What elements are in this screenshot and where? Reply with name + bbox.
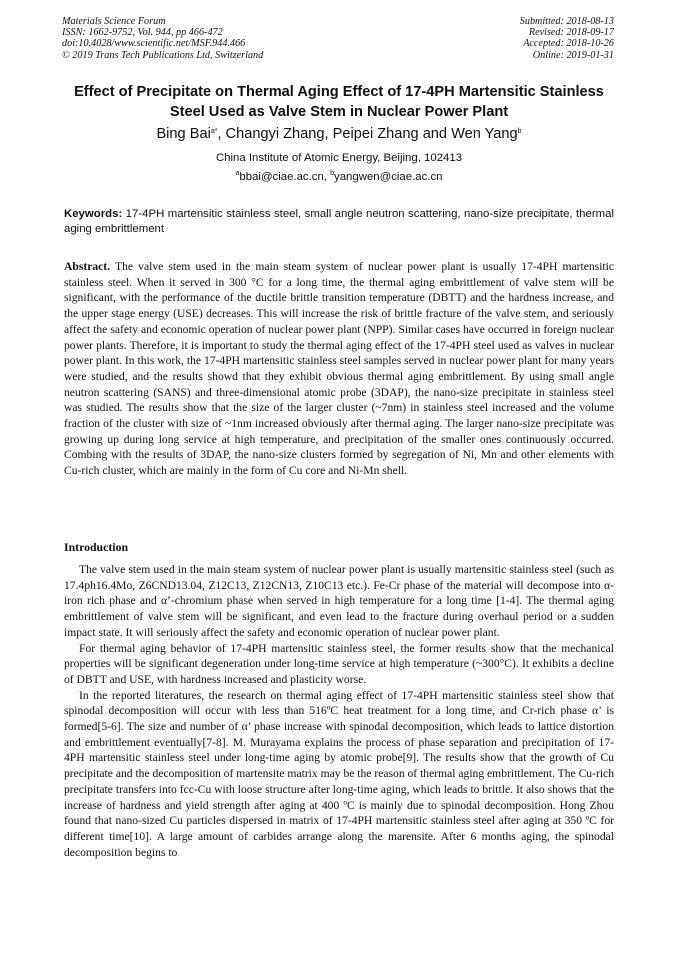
- publication-dates: [520, 16, 614, 61]
- abstract-text: The valve stem used in the main steam system of nuclear power plant is usually 17-4PH martensitic stainless steel. When it served in 300 °C for a long time, the thermal aging embrittlement of valve stem will be significant, with the performance of the ductile brittle transition temperature (DBTT) and the hardness increase, and the upper stage energy (USE) decreases. This will increase the risk of brittle fracture of the valve stem, and seriously affect the safety and economic operation of nuclear power plant (NPP). Similar cases have occurred in foreign nuclear power plants. Therefore, it is important to study the thermal aging effect of the 17-4PH steel used as valves in nuclear power plant. In this work, the 17-4PH martensitic stainless steel samples served in nuclear power plant for many years were studied, and the results showd that they exhibit obvious thermal aging embrittlement. By using small angle neutron scattering (SANS) and three-dimensional atomic probe (3DAP), the nano-size precipitate in stainless steel was studied. The results show that the size of the larger cluster (~7nm) in stainless steel increased and the volume fraction of the cluster with size of ~1nm increased obviously after thermal aging. The larger nano-size precipitate was growing up during long service at high temperature, and precipitation of the smaller ones continuously occurred. Combing with the results of 3DAP, the nano-size clusters formed by segregation of Ni, Mn and other elements with Cu-rich cluster, which are mainly in the form of Cu core and Ni-Mn shell.: [64, 260, 614, 478]
- email-a-mark: a: [235, 170, 240, 177]
- keywords-text: 17-4PH martensitic stainless steel, small angle neutron scattering, nano-size precipitate, thermal aging embrittlement: [64, 208, 614, 235]
- email-a: bbai@ciae.ac.cn,: [239, 171, 331, 183]
- journal-issn: ISSN: 1662-9752, Vol. 944, pp 466-472: [62, 27, 223, 39]
- introduction-body: [64, 562, 614, 860]
- date-revised: Revised: 2018-09-17: [528, 27, 614, 39]
- author-first: Bing Bai: [156, 126, 211, 142]
- intro-paragraph: For thermal aging behavior of 17-4PH martensitic stainless steel, the former results show that the mechanical properties will be significant degeneration under long-time service at high temperature (~300°C). It exhibits a decline of DBTT and USE, with hardness increased and plasticity worse.: [64, 641, 614, 686]
- affiliation: China Institute of Atomic Energy, Beijing, 102413: [215, 152, 463, 164]
- author-emails: [60, 170, 618, 184]
- section-heading-introduction: Introduction: [64, 540, 129, 554]
- journal-copyright: © 2019 Trans Tech Publications Ltd, Switzerland: [62, 49, 264, 61]
- date-accepted: Accepted: 2018-10-26: [523, 38, 614, 50]
- abstract-label: Abstract.: [64, 260, 111, 273]
- date-online: Online: 2019-01-31: [532, 49, 614, 61]
- journal-info: [62, 16, 263, 61]
- author-others: , Changyi Zhang, Peipei Zhang and Wen Yang: [217, 126, 518, 142]
- keywords: [64, 207, 614, 236]
- journal-doi: doi:10.4028/www.scientific.net/MSF.944.466: [62, 38, 246, 50]
- intro-paragraph: The valve stem used in the main steam system of nuclear power plant is usually martensitic stainless steel (such as 17.4ph16.4Mo, Z6CND13.04, Z12C13, Z12CN13, Z10C13 etc.). Fe-Cr phase of the material will decompose into α-iron rich phase and α’-chromium phase when served in high temperature for a long time [1-4]. The thermal aging embrittlement of valve stem will be significant, and even lead to the fracture during overhaul period or a sudden impact state. It will seriously affect the safety and economic operation of nuclear power plant.: [64, 563, 614, 639]
- intro-paragraph: In the reported literatures, the research on thermal aging effect of 17-4PH martensitic stainless steel show that spinodal decomposition will occur with less than 516ºC heat treatment for a long time, and Cr-rich phase α’ is formed[5-6]. The size and number of α’ phase increase with spinodal decomposition, which leads to lattice distortion and embrittlement eventually[7-8]. M. Murayama explains the process of phase separation and precipitation of 17-4PH martensitic stainless steel under long-time aging by atomic probe[9]. The results show that the growth of Cu precipitate and the decomposition of martensite matrix may be the reason of thermal aging embrittlement. The Cu-rich precipitate transfers into fcc-Cu with loose structure after long-time aging, which leads to brittle. It also shows that the increase of hardness and yield strength after aging at 400 ºC is mainly due to spinodal decomposition. Hong Zhou found that nano-sized Cu particles dispersed in matrix of 17-4PH martensitic stainless steel after aging at 350 ºC for different time[10]. A large amount of carbides arrange along the marensite. After 6 months aging, the spinodal decomposition begins to: [64, 688, 614, 859]
- paper-title: Effect of Precipitate on Thermal Aging Effect of 17-4PH Martensitic Stainless Steel Used as Valve Stem in Nuclear Power Plant: [74, 84, 604, 120]
- author-list: [60, 124, 618, 144]
- abstract: [64, 259, 614, 479]
- date-submitted: Submitted: 2018-08-13: [519, 16, 614, 27]
- author-first-mark: a*: [210, 128, 218, 135]
- author-last-mark: b: [517, 128, 522, 135]
- email-b-mark: b: [330, 170, 335, 177]
- email-b: yangwen@ciae.ac.cn: [334, 171, 443, 183]
- keywords-label: Keywords:: [64, 208, 123, 220]
- journal-name: Materials Science Forum: [62, 16, 166, 27]
